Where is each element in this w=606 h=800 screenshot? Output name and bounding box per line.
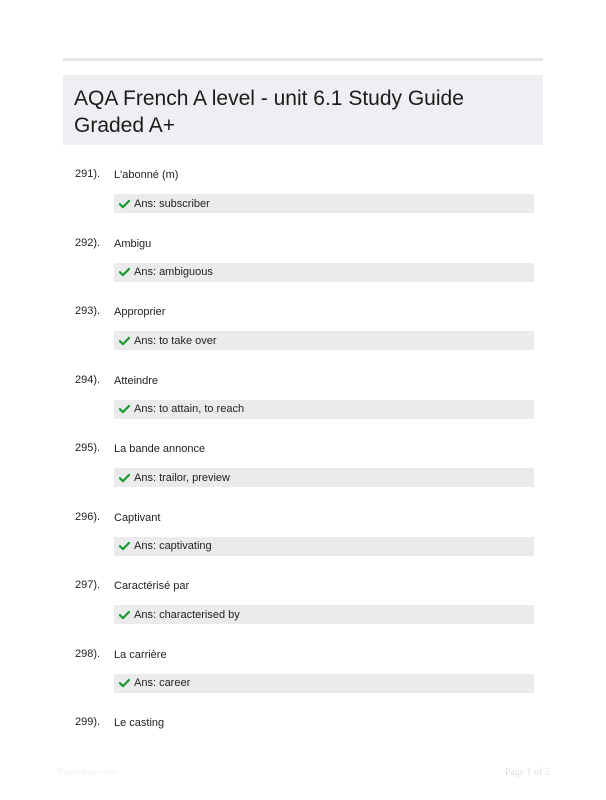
question-number: 298). bbox=[75, 647, 101, 660]
answer-text: Ans: subscriber bbox=[134, 197, 210, 210]
question-number: 294). bbox=[75, 373, 101, 386]
answer-text: Ans: to attain, to reach bbox=[134, 403, 245, 415]
question-text: Atteindre bbox=[114, 374, 159, 387]
answer-text: Ans: career bbox=[134, 677, 191, 689]
qa-item bbox=[63, 236, 543, 305]
question-number: 291). bbox=[75, 168, 101, 180]
question-text: La carrière bbox=[114, 648, 167, 661]
question-number: 297). bbox=[75, 579, 101, 591]
question-number: 299). bbox=[75, 716, 101, 728]
qa-item bbox=[63, 441, 543, 510]
qa-item bbox=[63, 578, 543, 647]
question-text: Approprier bbox=[114, 306, 166, 318]
question-text: Ambigu bbox=[114, 237, 152, 250]
qa-item bbox=[63, 167, 543, 236]
check-icon bbox=[119, 541, 130, 551]
title-banner bbox=[63, 75, 543, 145]
check-icon bbox=[119, 473, 130, 483]
qa-item bbox=[63, 304, 543, 373]
answer-text: Ans: captivating bbox=[134, 540, 212, 552]
question-text: L'abonné (m) bbox=[114, 169, 179, 181]
answer-box bbox=[114, 674, 534, 693]
question-number: 295). bbox=[75, 442, 101, 454]
answer-box bbox=[114, 263, 534, 282]
qa-item bbox=[63, 373, 543, 442]
check-icon bbox=[119, 404, 130, 414]
question-number: 292). bbox=[75, 236, 101, 249]
question-text: Le casting bbox=[114, 717, 165, 729]
answer-box bbox=[114, 605, 534, 624]
check-icon bbox=[119, 610, 130, 620]
qa-item bbox=[63, 647, 543, 716]
question-text: La bande annonce bbox=[114, 443, 206, 455]
qa-item bbox=[63, 715, 543, 784]
qa-item bbox=[63, 510, 543, 579]
check-icon bbox=[119, 336, 130, 346]
question-text: Captivant bbox=[114, 511, 161, 524]
answer-text: Ans: characterised by bbox=[134, 608, 240, 621]
qa-list bbox=[63, 167, 543, 784]
check-icon bbox=[119, 199, 130, 209]
page-title: AQA French A level - unit 6.1 Study Guide Graded A+ bbox=[74, 87, 464, 137]
footer-brand: Papertrue.com bbox=[58, 767, 118, 777]
answer-box bbox=[114, 400, 534, 419]
answer-text: Ans: to take over bbox=[134, 334, 217, 347]
check-icon bbox=[119, 267, 130, 277]
answer-box bbox=[114, 468, 534, 487]
answer-box bbox=[114, 194, 534, 213]
question-text: Caractérisé par bbox=[114, 580, 190, 592]
page-number: Page 1 of 5 bbox=[504, 767, 550, 778]
question-number: 293). bbox=[75, 305, 101, 317]
top-divider bbox=[63, 58, 543, 61]
answer-text: Ans: ambiguous bbox=[134, 266, 213, 278]
answer-box bbox=[114, 331, 534, 350]
answer-text: Ans: trailor, preview bbox=[134, 471, 230, 484]
question-number: 296). bbox=[75, 510, 101, 523]
check-icon bbox=[119, 678, 130, 688]
answer-box bbox=[114, 537, 534, 556]
